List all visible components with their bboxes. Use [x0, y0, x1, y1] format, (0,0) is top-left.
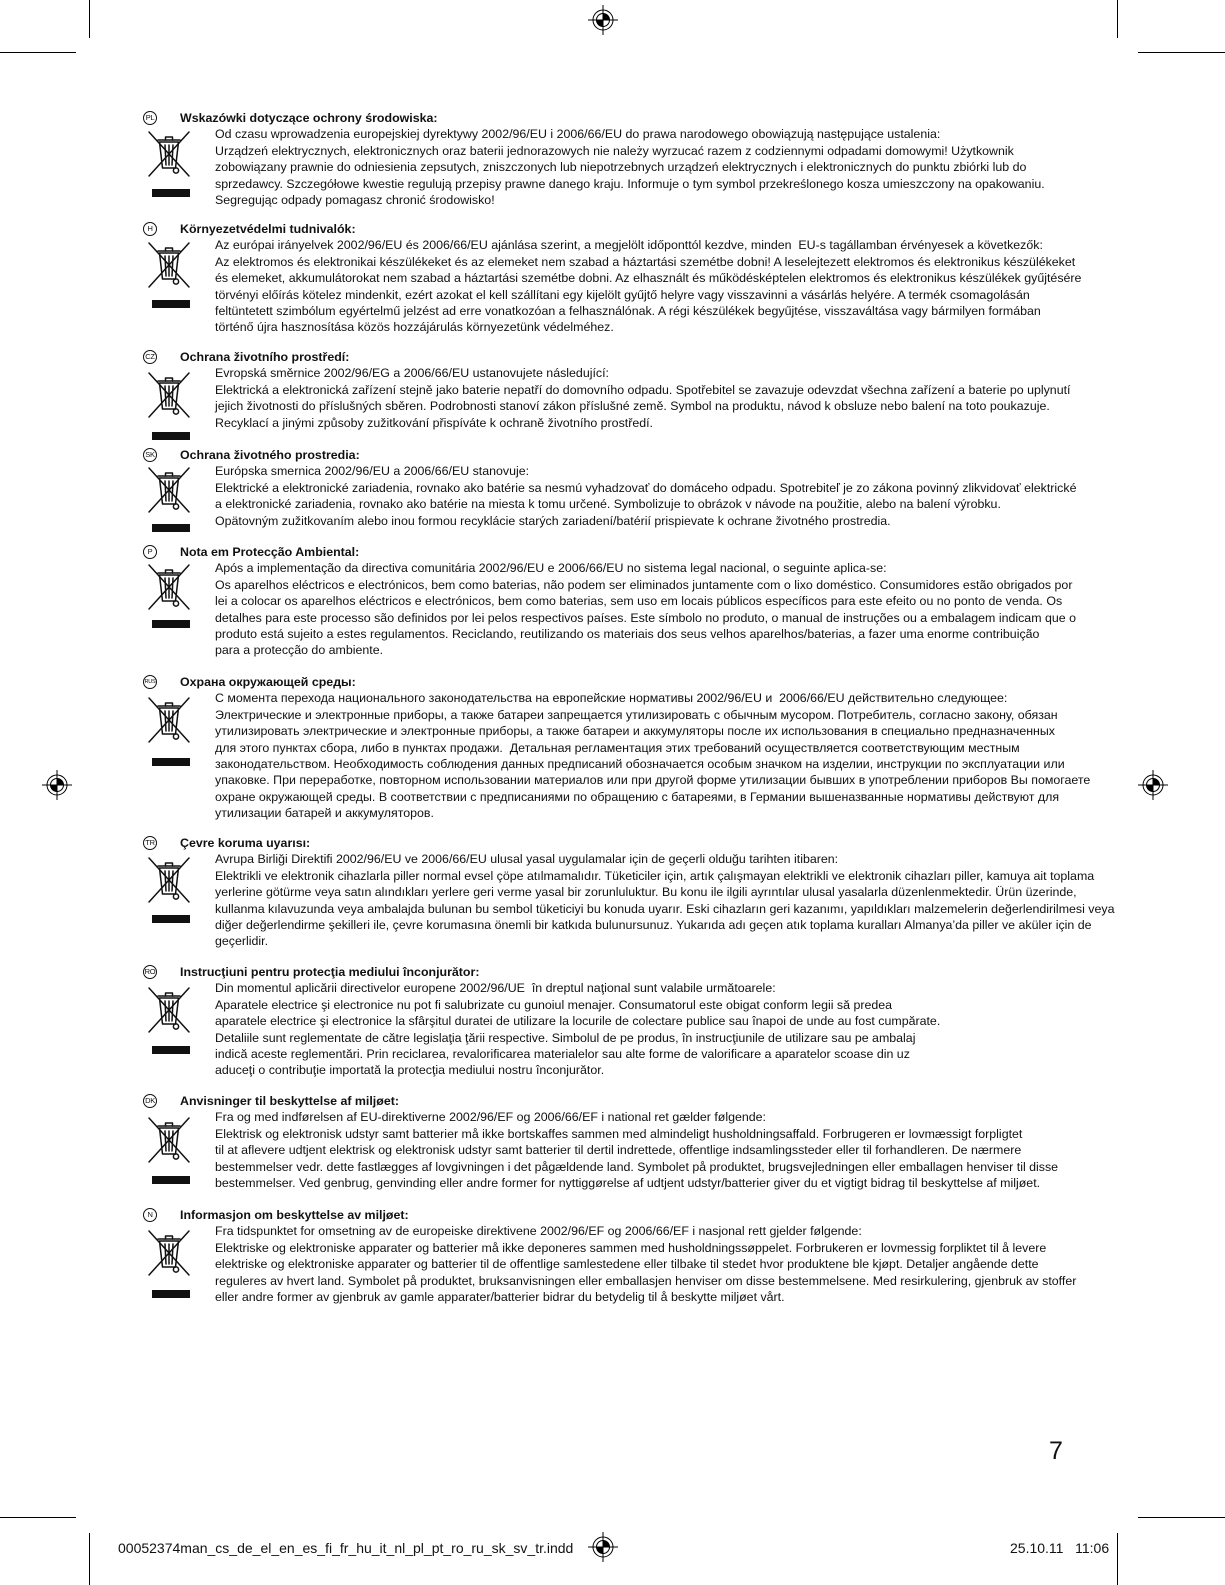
text-line: законодательством. Необходимость соблюдения данных предписаний обозначается особым значком на изделии, инструкции по эксплуатации или: [215, 756, 1065, 771]
section-tr: [0, 835, 1225, 955]
text-line: Elektrikli ve elektronik cihazlarla piller normal evsel çöpe atılmamalıdır. Tüketiciler için, artık çalışmayan elektrikli ve elektronik cihazları piller, kamuya ait toplama: [215, 868, 1095, 883]
section-body: [215, 690, 1090, 821]
black-bar: [152, 758, 190, 766]
crop-mark: [89, 0, 90, 38]
text-line: lei a colocar os aparelhos eléctricos e electrónicos, bem como baterias, sem uso em locais públicos específicos para este efeito ou no ponto de venda. Os: [215, 594, 1063, 609]
text-line: Evropská směrnice 2002/96/EG a 2006/66/EU ustanovujete následující:: [215, 366, 609, 381]
page-number: 7: [1049, 1437, 1063, 1465]
country-code-badge: P: [143, 545, 157, 559]
text-line: a elektronické zariadenia, rovnako ako batérie na miesta k tomu určené. Symbolizuje to obrázok v návode na použitie, alebo na balení výrobku.: [215, 497, 1001, 512]
footer-filename: 00052374man_cs_de_el_en_es_fi_fr_hu_it_nl_pl_pt_ro_ru_sk_sv_tr.indd: [118, 1540, 574, 1556]
crop-mark: [1117, 0, 1118, 38]
section-title: Anvisninger til beskyttelse af miljøet:: [180, 1094, 399, 1108]
section-dk: [0, 1093, 1225, 1213]
section-body: [215, 560, 1076, 658]
country-code-badge: RUS: [143, 675, 157, 689]
text-line: Fra tidspunktet for omsetning av de europeiske direktivene 2002/96/EF og 2006/66/EF i nasjonal rett gjelder følgende:: [215, 1224, 862, 1239]
text-line: bestemmelser. Ved genbrug, genvinding eller andre former for nyttiggørelse af udtjent udstyr/batterier giver du et vigtigt bidrag til beskyttelse af miljøet.: [215, 1175, 1041, 1190]
text-line: Elektrické a elektronické zariadenia, rovnako ako batérie sa nesmú vyhadzovať do domáceho odpadu. Spotrebiteľ je zo zákona povinný zlikvidovať elektrické: [215, 480, 1077, 495]
text-line: Detaliile sunt reglementate de către legislaţia ţării respective. Simbolul de pe produs, în instrucţiunile de utilizare sau pe ambalaj: [215, 1030, 916, 1045]
crop-mark: [89, 1533, 90, 1585]
section-title: Informasjon om beskyttelse av miljøet:: [180, 1208, 409, 1222]
crossed-out-wheelie-bin-icon: [146, 1228, 192, 1278]
section-body: [215, 980, 940, 1078]
section-p: [0, 544, 1225, 664]
text-line: aparatele electrice şi electronice la sfârşitul duratei de utilizare la locurile de colectare publice sau înapoi de unde au fost cumpărate.: [215, 1014, 941, 1029]
crossed-out-wheelie-bin-icon: [146, 465, 192, 515]
section-title: Instrucţiuni pentru protecţia mediului înconjurător:: [180, 965, 480, 979]
country-code-badge: H: [143, 222, 157, 236]
text-line: Az európai irányelvek 2002/96/EU és 2006/66/EU ajánlása szerint, a megjelölt időponttól kezdve, minden EU-s tagállamban érvényesek a következők:: [215, 238, 1043, 253]
section-title: Nota em Protecção Ambiental:: [180, 545, 360, 559]
text-line: geçerlidir.: [215, 934, 269, 949]
text-line: reguleres av hvert land. Symbolet på produktet, bruksanvisningen eller emballasjen henviser om disse bestemmelsene. Med resirkulering, gjenbruk av stoffer: [215, 1273, 1077, 1288]
crossed-out-wheelie-bin-icon: [146, 240, 192, 290]
text-line: Od czasu wprowadzenia europejskiej dyrektywy 2002/96/EU i 2006/66/EU do prawa narodowego obowiązują następujące ustalenia:: [215, 127, 941, 142]
section-body: [215, 1109, 1058, 1191]
text-line: feltüntetett szimbólum egyértelmű jelzést ad erre vonatkozóan a felhasználónak. A régi készülékek begyűjtése, visszaváltása vagy bármilyen formában: [215, 303, 1041, 318]
text-line: bestemmelser vedr. dette fastlægges af lovgivningen i det pågældende land. Symbolet på produktet, brugsvejledningen eller emballagen henviser til disse: [215, 1159, 1059, 1174]
text-line: Após a implementação da directiva comunitária 2002/96/EU e 2006/66/EU no sistema legal nacional, o seguinte aplica-se:: [215, 561, 887, 576]
crossed-out-wheelie-bin-icon: [146, 370, 192, 420]
text-line: detalhes para este processo são definidos por lei pelos respectivos países. Este símbolo no produto, o manual de instruções ou a embalagem indicam que o: [215, 610, 1076, 625]
section-body: [215, 237, 1081, 335]
crossed-out-wheelie-bin-icon: [146, 695, 192, 745]
section-body: [215, 1223, 1076, 1305]
crop-mark: [0, 52, 76, 53]
section-body: [215, 365, 1070, 431]
section-rus: [0, 674, 1225, 824]
text-line: törvényi előírás kötelez mindenkit, ezért azokat el kell szállítani egy kijelölt gyűjtő helyre vagy visszavinni a vásárlás helyére. A termék csomagolásán: [215, 287, 1030, 302]
black-bar: [152, 915, 190, 923]
text-line: Elektrická a elektronická zařízení stejně jako baterie nepatří do domovního odpadu. Spotřebitel se zavazuje odevzdat všechna zařízení a baterie po uplynutí: [215, 382, 1071, 397]
crossed-out-wheelie-bin-icon: [146, 855, 192, 905]
black-bar: [152, 1176, 190, 1184]
black-bar: [152, 432, 190, 440]
section-title: Охрана окружающей среды:: [180, 675, 356, 689]
text-line: para a protecção do ambiente.: [215, 643, 384, 658]
text-line: для этого пунктах сбора, либо в пунктах продажи. Детальная регламентация этих требований осуществляется соответствующим местным: [215, 740, 1020, 755]
section-title: Környezetvédelmi tudnivalók:: [180, 222, 356, 236]
text-line: Recyklací a jinými způsoby zužitkování přispíváte k ochraně životního prostředí.: [215, 415, 654, 430]
country-code-badge: RO: [143, 965, 157, 979]
black-bar: [152, 300, 190, 308]
section-body: [215, 851, 1114, 949]
text-line: Os aparelhos eléctricos e electrónicos, bem como baterias, não podem ser eliminados juntamente com o lixo doméstico. Consumidores estão obrigados por: [215, 577, 1073, 592]
country-code-badge: CZ: [143, 350, 157, 364]
text-line: Elektriske og elektroniske apparater og batterier må ikke deponeres sammen med husholdningssøppelet. Forbrukeren er lovmessig forpliktet til å levere: [215, 1240, 1047, 1255]
section-title: Çevre koruma uyarısı:: [180, 836, 311, 850]
text-line: és elemeket, akkumulátorokat nem szabad a háztartási szemétbe dobni. Az elhasznált és működésképtelen elektromos és elektronikus készülékek gyűjtésére: [215, 271, 1082, 286]
text-line: Din momentul aplicării directivelor europene 2002/96/UE în dreptul naţional sunt valabile următoarele:: [215, 981, 776, 996]
text-line: zobowiązany prawnie do odniesienia zepsutych, zniszczonych lub niepotrzebnych urządzeń elektrycznych i elektronicznych do punktu zbiórki lub do: [215, 160, 1027, 175]
text-line: til at aflevere udtjent elektrisk og elektronisk udstyr samt batterier til dertil indrettede, offentlige indsamlingssteder eller til forhandleren. De nærmere: [215, 1143, 1022, 1158]
text-line: diğer değerlendirme şekilleri ile, çevre korumasına önemli bir katkıda bulunursunuz. Yukarıda adı geçen atık toplama kuralları Almanya’da piller ve aküler için de: [215, 917, 1092, 932]
text-line: Európska smernica 2002/96/EU a 2006/66/EU stanovuje:: [215, 464, 530, 479]
black-bar: [152, 1290, 190, 1298]
section-title: Ochrana životního prostředí:: [180, 350, 350, 364]
text-line: produto está sujeito a estes regulamentos. Reciclando, reutilizando os materiais dos seus velhos aparelhos/baterias, a fazer uma enorme contribuição: [215, 626, 1040, 641]
black-bar: [152, 620, 190, 628]
section-title: Ochrana životného prostredia:: [180, 448, 360, 462]
crossed-out-wheelie-bin-icon: [146, 129, 192, 179]
registration-mark-icon: [588, 1532, 618, 1562]
text-line: yerlerine götürme veya satın alındıkları yerlere geri verme yasal bir zorunluluktur. Bu konu ile ilgili ayrıntılar ulusal yasalarla düzenlenmektedir. Ürün üzerinde,: [215, 885, 1077, 900]
text-line: Opätovným zužitkovaním alebo inou formou recyklácie starých zariadení/batérií prispievate k ochrane životného prostredia.: [215, 513, 891, 528]
text-line: Urządzeń elektrycznych, elektronicznych oraz baterii jednorazowych nie należy wyrzucać razem z codziennymi odpadami domowymi! Użytkownik: [215, 143, 1014, 158]
text-line: Elektrisk og elektronisk udstyr samt batterier må ikke bortskaffes sammen med almindeligt husholdningsaffald. Forbrugeren er lovmæssigt forpligtet: [215, 1126, 1023, 1141]
text-line: sprzedawcy. Szczegółowe kwestie regulują przepisy prawne danego kraju. Informuje o tym symbol przekreślonego kosza umieszczony na opakowaniu.: [215, 176, 1045, 191]
country-code-badge: DK: [143, 1094, 157, 1108]
text-line: elektriske og elektroniske apparater og batterier til de offentlige samlestedene eller tilbake til stedet hvor produktene ble kjøpt. Detaljer angående dette: [215, 1257, 1039, 1272]
text-line: Aparatele electrice şi electronice nu pot fi salubrizate cu gunoiul menajer. Consumatorul este obigat conform legii să predea: [215, 997, 893, 1012]
section-body: [215, 463, 1076, 529]
text-line: Fra og med indførelsen af EU-direktiverne 2002/96/EF og 2006/66/EF i national ret gælder følgende:: [215, 1110, 766, 1125]
registration-mark-icon: [588, 5, 618, 35]
section-n: [0, 1207, 1225, 1327]
text-line: kullanma kılavuzunda veya ambalajda bulunan bu sembol tüketiciyi bu konuda uyarır. Eski cihazların geri kazanımı, yapıldıkları malzemelerin değerlendirilmesi veya: [215, 901, 1115, 916]
country-code-badge: N: [143, 1208, 157, 1222]
text-line: С момента перехода национального законодательства на европейские нормативы 2002/96/EU и 2006/66/EU действительно следующее:: [215, 691, 1008, 706]
text-line: történő újra hasznosítása közös hozzájárulás környezetünk védelméhez.: [215, 320, 614, 335]
text-line: jejich životnosti do příslušných sběren. Podrobnosti stanoví zákon příslušné země. Symbol na produktu, návod k obsluze nebo balení na toto poukazuje.: [215, 399, 1050, 414]
crossed-out-wheelie-bin-icon: [146, 985, 192, 1035]
text-line: Az elektromos és elektronikai készülékeket és az elemeket nem szabad a háztartási szemétbe dobni! A leselejtezett elektromos és elektronikus készülékeket: [215, 254, 1076, 269]
country-code-badge: PL: [143, 111, 157, 125]
text-line: утилизации батарей и аккумуляторов.: [215, 806, 434, 821]
black-bar: [152, 189, 190, 197]
text-line: упаковке. При переработке, повторном использовании материалов или при другой форме утилизации бывших в употреблении приборов Вы помогаете: [215, 773, 1091, 788]
crop-mark: [1138, 1517, 1225, 1518]
footer-datetime: 25.10.11 11:06: [1010, 1540, 1110, 1556]
text-line: Электрические и электронные приборы, а также батареи запрещается утилизировать с обычным мусором. Потребитель, согласно закону, обязан: [215, 707, 1058, 722]
text-line: eller andre former av gjenbruk av gamle apparater/batterier bidrar du betydelig til å beskytte miljøet vårt.: [215, 1289, 785, 1304]
text-line: Segregując odpady pomagasz chronić środowisko!: [215, 192, 495, 207]
section-h: [0, 221, 1225, 341]
section-pl: [0, 110, 1225, 230]
text-line: охране окружающей среды. В соответствии с предписаниями по обращению с батареями, в Германии вышеназванные нормативы действуют для: [215, 789, 1060, 804]
black-bar: [152, 1046, 190, 1054]
section-body: [215, 126, 1045, 208]
crossed-out-wheelie-bin-icon: [146, 1115, 192, 1165]
text-line: aduceţi o contribuţie importată la protecţia mediului nostru înconjurător.: [215, 1063, 605, 1078]
text-line: Avrupa Birliği Direktifi 2002/96/EU ve 2006/66/EU ulusal yasal uygulamalar için de geçerli olduğu tarihten itibaren:: [215, 852, 839, 867]
crossed-out-wheelie-bin-icon: [146, 562, 192, 612]
crop-mark: [1117, 1533, 1118, 1585]
section-title: Wskazówki dotyczące ochrony środowiska:: [180, 111, 438, 125]
crop-mark: [0, 1517, 76, 1518]
country-code-badge: SK: [143, 448, 157, 462]
section-ro: [0, 964, 1225, 1084]
black-bar: [152, 524, 190, 532]
country-code-badge: TR: [143, 836, 157, 850]
text-line: утилизировать электрические и электронные приборы, а также батареи и аккумуляторы после их использования в специально предназначенных: [215, 724, 1055, 739]
crop-mark: [1138, 52, 1225, 53]
text-line: indică aceste reglementări. Prin reciclarea, revalorificarea materialelor sau alte forme de valorificare a aparatelor scoase din uz: [215, 1046, 910, 1061]
